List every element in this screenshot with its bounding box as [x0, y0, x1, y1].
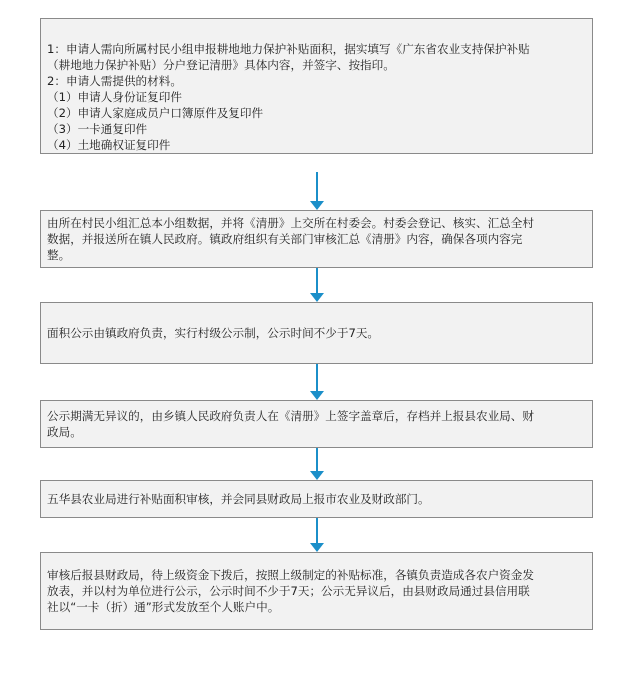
step-1-line-6: （3）一卡通复印件	[47, 122, 148, 136]
step-1-line-1: 1：申请人需向所属村民小组申报耕地地力保护补贴面积，据实填写《广东省农业支持保护补贴	[47, 42, 530, 56]
step-1-line-4: （1）申请人身份证复印件	[47, 90, 182, 104]
step-1-line-5: （2）申请人家庭成员户口簿原件及复印件	[47, 106, 264, 120]
flow-arrow-2	[310, 268, 324, 302]
step-2-line-2: 数据，并报送所在镇人民政府。镇政府组织有关部门审核汇总《清册》内容，确保各项内容完	[47, 232, 523, 246]
step-4-line-1: 公示期满无异议的，由乡镇人民政府负责人在《清册》上签字盖章后，存档并上报县农业局、财	[47, 409, 534, 423]
flow-arrow-3	[310, 364, 324, 400]
step-1-line-2: （耕地地力保护补贴）分户登记清册》具体内容，并签字、按指印。	[47, 58, 395, 72]
flow-step-6	[40, 552, 593, 630]
step-6-line-3: 社以“一卡（折）通”形式发放至个人账户中。	[47, 600, 280, 614]
step-6-line-1: 审核后报县财政局，待上级资金下拨后，按照上级制定的补贴标准，各镇负责造成各农户资金发	[47, 568, 534, 582]
flow-step-3	[40, 302, 593, 364]
step-1-line-7: （4）土地确权证复印件	[47, 138, 171, 152]
step-4-line-2: 政局。	[47, 425, 82, 439]
flow-arrow-5	[310, 518, 324, 552]
step-5-line-1: 五华县农业局进行补贴面积审核，并会同县财政局上报市农业及财政部门。	[47, 492, 430, 506]
step-1-line-3: 2：申请人需提供的材料。	[47, 74, 182, 88]
flow-arrow-1	[310, 172, 324, 210]
flow-step-2	[40, 210, 593, 268]
step-3-line-1: 面积公示由镇政府负责，实行村级公示制，公示时间不少于7天。	[47, 326, 380, 340]
step-6-line-2: 放表，并以村为单位进行公示，公示时间不少于7天；公示无异议后，由县财政局通过县信用联	[47, 584, 530, 598]
step-2-line-1: 由所在村民小组汇总本小组数据，并将《清册》上交所在村委会。村委会登记、核实、汇总全村	[47, 216, 534, 230]
flow-step-5	[40, 480, 593, 518]
flow-arrow-4	[310, 448, 324, 480]
flow-step-4	[40, 400, 593, 448]
flow-step-1	[40, 18, 593, 154]
step-2-line-3: 整。	[47, 248, 71, 262]
